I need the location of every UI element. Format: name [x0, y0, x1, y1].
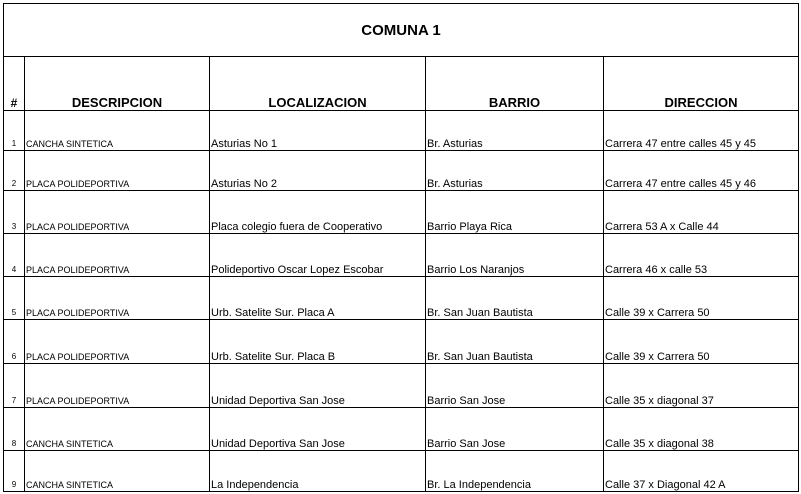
cell-barrio: Br. La Independencia [426, 451, 604, 492]
cell-barrio: Barrio Playa Rica [426, 191, 604, 234]
table-row [4, 408, 799, 451]
cell-num: 6 [4, 320, 25, 364]
cell-barrio: Barrio San Jose [426, 364, 604, 408]
cell-num: 7 [4, 364, 25, 408]
cell-localizacion: Placa colegio fuera de Cooperativo [210, 191, 426, 234]
cell-num: 9 [4, 451, 25, 492]
header-barrio: BARRIO [426, 57, 604, 111]
cell-localizacion: Urb. Satelite Sur. Placa B [210, 320, 426, 364]
cell-direccion: Calle 35 x diagonal 37 [604, 364, 799, 408]
cell-descripcion: PLACA POLIDEPORTIVA [25, 277, 210, 320]
cell-num: 4 [4, 234, 25, 277]
cell-barrio: Barrio Los Naranjos [426, 234, 604, 277]
table-row [4, 320, 799, 364]
cell-descripcion: CANCHA SINTETICA [25, 451, 210, 492]
cell-barrio: Br. San Juan Bautista [426, 277, 604, 320]
table-row [4, 151, 799, 191]
header-direccion: DIRECCION [604, 57, 799, 111]
cell-localizacion: Asturias No 2 [210, 151, 426, 191]
cell-descripcion: CANCHA SINTETICA [25, 111, 210, 151]
cell-direccion: Carrera 46 x calle 53 [604, 234, 799, 277]
header-num: # [4, 57, 25, 111]
cell-barrio: Br. Asturias [426, 111, 604, 151]
table-row [4, 451, 799, 492]
table-row [4, 364, 799, 408]
cell-barrio: Br. Asturias [426, 151, 604, 191]
cell-localizacion: Polideportivo Oscar Lopez Escobar [210, 234, 426, 277]
cell-descripcion: PLACA POLIDEPORTIVA [25, 234, 210, 277]
cell-num: 2 [4, 151, 25, 191]
cell-direccion: Calle 35 x diagonal 38 [604, 408, 799, 451]
cell-num: 8 [4, 408, 25, 451]
cell-localizacion: Asturias No 1 [210, 111, 426, 151]
cell-direccion: Calle 37 x Diagonal 42 A [604, 451, 799, 492]
cell-num: 5 [4, 277, 25, 320]
cell-localizacion: Urb. Satelite Sur. Placa A [210, 277, 426, 320]
table-row [4, 277, 799, 320]
sheet-title: COMUNA 1 [4, 4, 799, 57]
cell-direccion: Carrera 47 entre calles 45 y 45 [604, 111, 799, 151]
cell-direccion: Carrera 53 A x Calle 44 [604, 191, 799, 234]
cell-localizacion: Unidad Deportiva San Jose [210, 364, 426, 408]
cell-descripcion: PLACA POLIDEPORTIVA [25, 364, 210, 408]
cell-num: 3 [4, 191, 25, 234]
cell-localizacion: Unidad Deportiva San Jose [210, 408, 426, 451]
table-row [4, 234, 799, 277]
cell-barrio: Barrio San Jose [426, 408, 604, 451]
cell-direccion: Calle 39 x Carrera 50 [604, 277, 799, 320]
cell-descripcion: PLACA POLIDEPORTIVA [25, 320, 210, 364]
header-localizacion: LOCALIZACION [210, 57, 426, 111]
cell-direccion: Carrera 47 entre calles 45 y 46 [604, 151, 799, 191]
header-row [4, 57, 799, 111]
cell-direccion: Calle 39 x Carrera 50 [604, 320, 799, 364]
spreadsheet-table [3, 3, 799, 492]
header-descripcion: DESCRIPCION [25, 57, 210, 111]
table-row [4, 191, 799, 234]
cell-barrio: Br. San Juan Bautista [426, 320, 604, 364]
cell-descripcion: PLACA POLIDEPORTIVA [25, 151, 210, 191]
cell-descripcion: CANCHA SINTETICA [25, 408, 210, 451]
cell-num: 1 [4, 111, 25, 151]
cell-localizacion: La Independencia [210, 451, 426, 492]
table-row [4, 111, 799, 151]
cell-descripcion: PLACA POLIDEPORTIVA [25, 191, 210, 234]
